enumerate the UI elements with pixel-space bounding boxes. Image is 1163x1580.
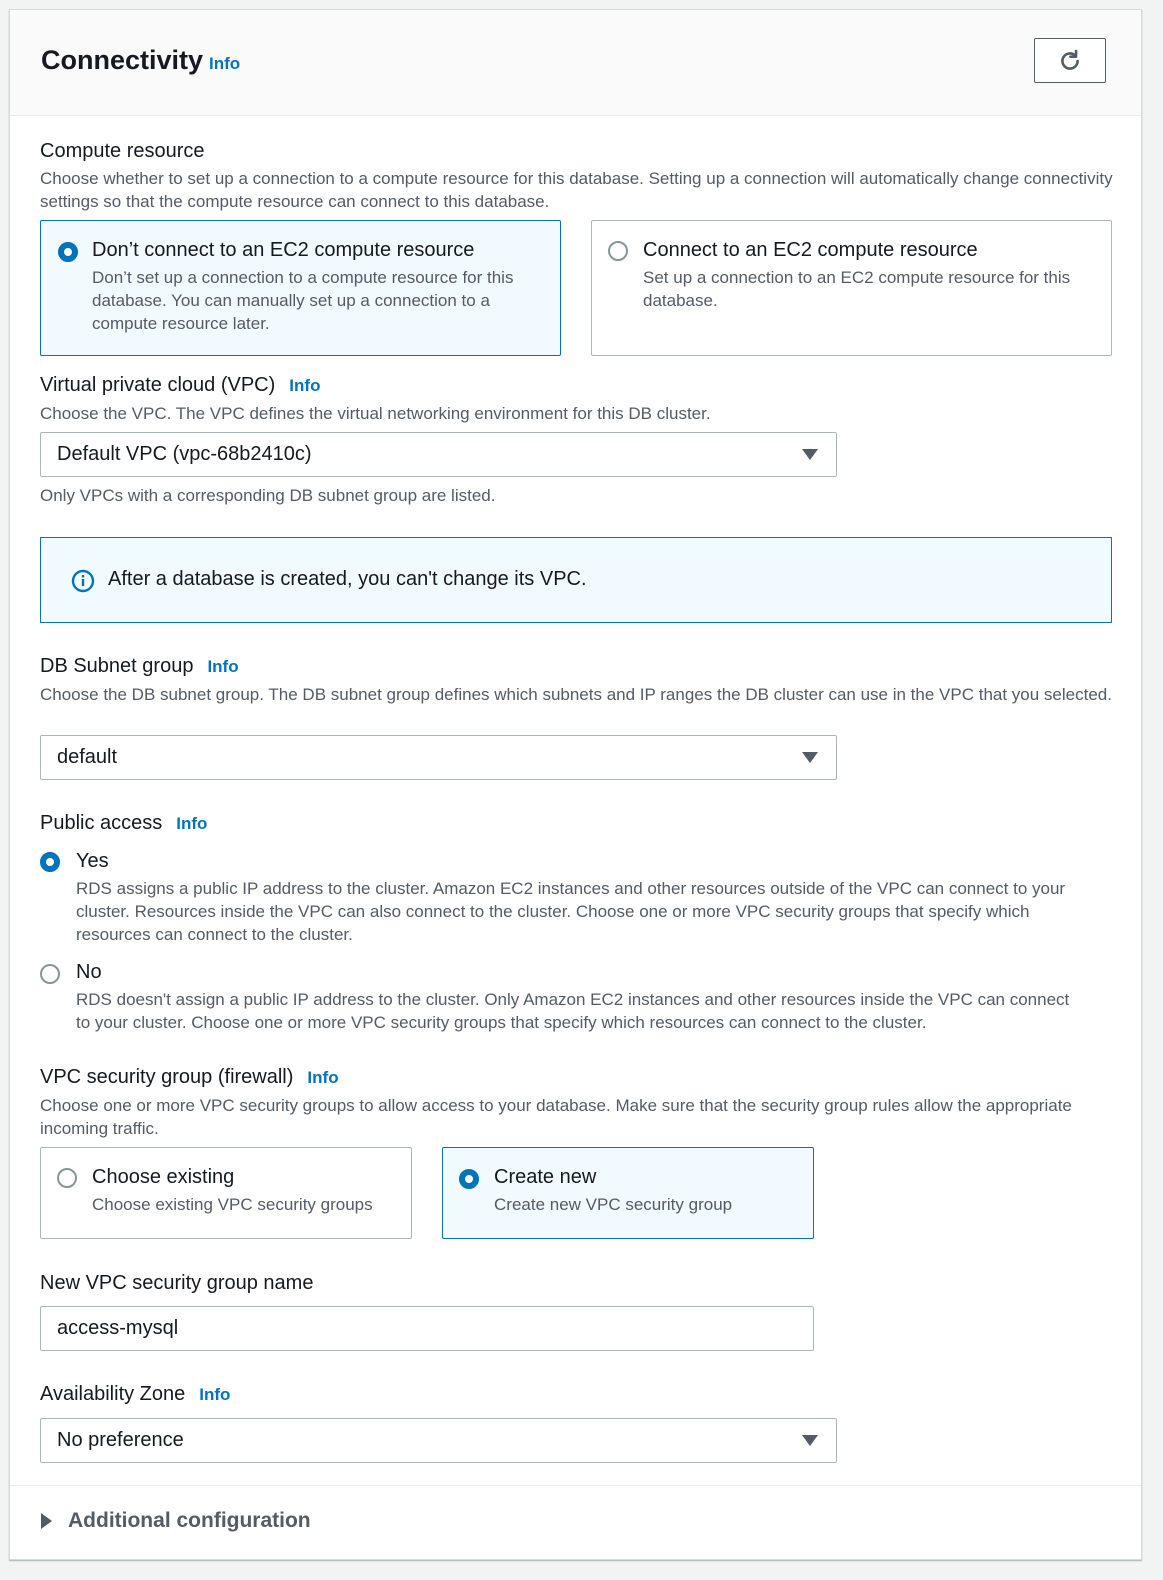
public-access-no-label[interactable]: No [76,961,102,983]
tile-description: Choose existing VPC security groups [92,1195,373,1214]
tile-description: Don’t set up a connection to a compute resource for this database. You can manually set up a connection to a compute resource later. [92,268,514,333]
radio-public-access-yes[interactable] [40,852,60,872]
radio-connect-ec2[interactable] [608,241,628,261]
compute-resource-label: Compute resource [40,140,205,162]
subnet-group-label [40,655,239,678]
refresh-icon [1057,48,1083,74]
tile-choose-existing-sg[interactable] [40,1147,412,1239]
tile-title: Create new [494,1166,597,1188]
info-circle-icon [71,569,95,593]
compute-resource-description: Choose whether to set up a connection to a compute resource for this database. Setting up a connection will automatically change connectivity settings so that the compute resource can connect to this database. [40,169,1113,211]
public-access-info-link[interactable]: Info [176,814,208,833]
public-access-yes-label[interactable]: Yes [76,850,109,872]
subnet-group-label-text: DB Subnet group [40,655,194,677]
tile-dont-connect-ec2[interactable] [40,220,561,356]
public-access-no-description: RDS doesn't assign a public IP address to the cluster. Only Amazon EC2 instances and other resources inside the VPC can connect to your cluster. Choose one or more VPC security groups that specify which resources can connect to the cluster. [76,990,1070,1032]
caret-right-icon [41,1513,52,1529]
tile-create-new-sg[interactable] [442,1147,814,1239]
security-group-label [40,1066,339,1089]
additional-configuration-expander[interactable] [41,1509,311,1533]
availability-zone-select[interactable] [40,1418,837,1463]
availability-zone-label [40,1383,230,1406]
refresh-button[interactable] [1034,38,1106,83]
vpc-select-value: Default VPC (vpc-68b2410c) [57,443,312,465]
subnet-group-select-value: default [57,746,118,768]
radio-create-new-sg[interactable] [459,1169,479,1189]
caret-down-icon [802,1435,818,1446]
tile-connect-ec2[interactable] [591,220,1112,356]
vpc-label-text: Virtual private cloud (VPC) [40,374,276,396]
security-group-description: Choose one or more VPC security groups to allow access to your database. Make sure that the security group rules allow the appropriate incoming traffic. [40,1096,1072,1138]
caret-down-icon [802,449,818,460]
radio-dont-connect-ec2[interactable] [58,242,78,262]
tile-title: Don’t connect to an EC2 compute resource [92,239,475,261]
availability-zone-label-text: Availability Zone [40,1383,186,1405]
info-link[interactable]: Info [209,54,241,73]
availability-zone-info-link[interactable]: Info [199,1385,231,1404]
availability-zone-select-value: No preference [57,1429,184,1451]
vpc-info-alert [40,537,1112,623]
radio-public-access-no[interactable] [40,964,60,984]
tile-description: Set up a connection to an EC2 compute resource for this database. [643,268,1071,310]
vpc-label [40,374,320,397]
security-group-info-link[interactable]: Info [307,1068,339,1087]
vpc-select[interactable] [40,432,837,477]
page-title [41,45,240,76]
vpc-description: Choose the VPC. The VPC defines the virtual networking environment for this DB cluster. [40,404,711,423]
panel-header [10,10,1141,116]
page-title-text: Connectivity [41,45,204,75]
public-access-label-text: Public access [40,812,163,834]
public-access-yes-description: RDS assigns a public IP address to the cluster. Amazon EC2 instances and other resources outside of the VPC can connect to your cluster. Resources inside the VPC can also connect to the cluster. Choose one or more VPC security groups that specify which resources can connect to the cluster. [76,879,1066,944]
connectivity-panel [9,9,1142,1560]
subnet-group-select[interactable] [40,735,837,780]
new-sg-name-label: New VPC security group name [40,1272,314,1294]
radio-choose-existing-sg[interactable] [57,1168,77,1188]
public-access-label [40,812,207,835]
vpc-hint: Only VPCs with a corresponding DB subnet group are listed. [40,486,496,505]
new-sg-name-input[interactable] [40,1306,814,1351]
tile-title: Connect to an EC2 compute resource [643,239,978,261]
tile-description: Create new VPC security group [494,1195,733,1214]
footer-divider [10,1485,1141,1486]
caret-down-icon [802,752,818,763]
additional-configuration-label: Additional configuration [68,1509,311,1532]
security-group-label-text: VPC security group (firewall) [40,1066,294,1088]
subnet-info-link[interactable]: Info [207,657,239,676]
alert-text: After a database is created, you can't change its VPC. [108,568,587,590]
vpc-info-link[interactable]: Info [289,376,321,395]
tile-title: Choose existing [92,1166,235,1188]
subnet-group-description: Choose the DB subnet group. The DB subnet group defines which subnets and IP ranges the DB cluster can use in the VPC that you selected. [40,685,1112,704]
